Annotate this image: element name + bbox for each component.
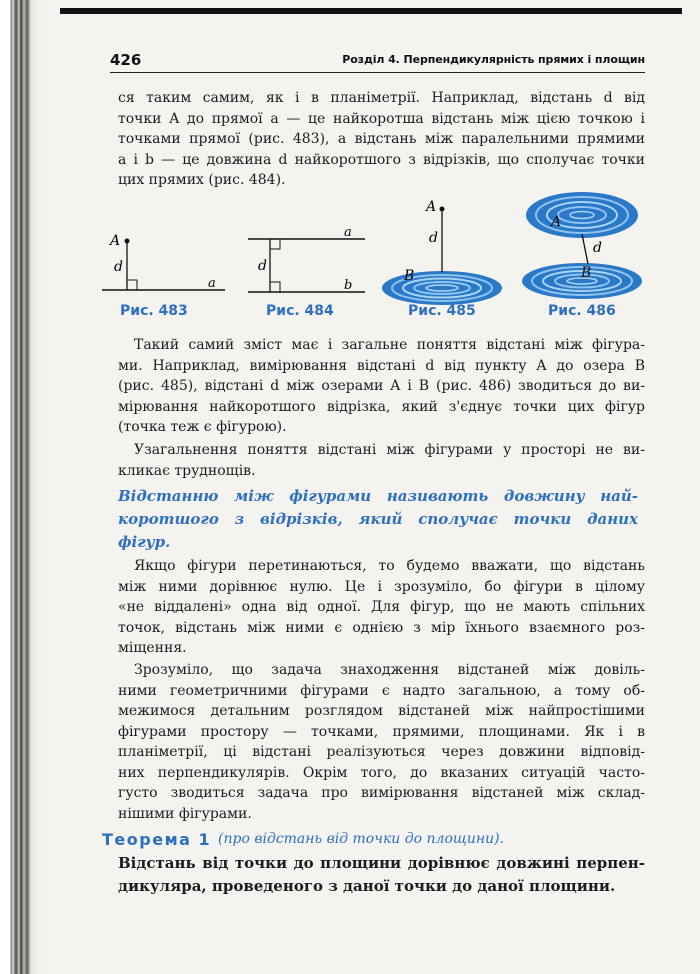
label-point: A bbox=[110, 233, 121, 249]
point-a bbox=[125, 239, 130, 244]
text-line: (рис. 485), відстані d між озерами A і B (рис. 486) зводиться до ви- bbox=[118, 378, 645, 394]
text-line: (точка теж є фігурою). bbox=[118, 419, 287, 435]
theorem-title: Теорема 1 bbox=[102, 830, 212, 849]
text-line: фігурами простору — точками, прямими, площинами. Як і в bbox=[118, 723, 645, 740]
label-distance: d bbox=[429, 230, 438, 246]
label-point: A bbox=[426, 199, 437, 215]
definition-line: фігур. bbox=[118, 533, 171, 551]
right-angle-mark-top bbox=[270, 239, 280, 249]
point-a bbox=[440, 207, 445, 212]
label-lake: B bbox=[404, 268, 415, 284]
paragraph-intersection bbox=[118, 556, 645, 659]
text-line: Якщо фігури перетинаються, то будемо вважати, що відстань bbox=[134, 558, 645, 574]
right-angle-mark bbox=[127, 280, 137, 290]
text-line: мірювання найкоротшого відрізка, який з'єднує точки цих фігур bbox=[118, 398, 645, 415]
definition-line: коротшого з відрізків, який сполучає точки даних bbox=[118, 510, 638, 528]
text-line: густо зводиться задача про вимірювання відстаней між склад- bbox=[118, 785, 645, 801]
figure-486 bbox=[515, 188, 650, 305]
paragraph-simplest-figures bbox=[118, 660, 645, 824]
page-number: 426 bbox=[110, 51, 142, 69]
distance-d bbox=[582, 234, 588, 264]
text-line: цих прямих (рис. 484). bbox=[118, 172, 286, 188]
caption-fig-484: Рис. 484 bbox=[266, 303, 334, 319]
text-line: точок, відстань між ними є однією з мір їхнього взаємного роз- bbox=[118, 619, 645, 636]
text-line: них перпендикулярів. Окрім того, до вказаних ситуацій часто- bbox=[118, 764, 645, 781]
text-line: ми. Наприклад, вимірювання відстані d від пункту A до озера B bbox=[118, 357, 645, 374]
text-line: планіметрії, ці відстані реалізуються через довжини відповід- bbox=[118, 744, 645, 760]
text-line: Такий самий зміст має і загальне поняття відстані між фігура- bbox=[134, 337, 645, 353]
theorem-body bbox=[118, 852, 645, 898]
figure-483 bbox=[100, 225, 230, 300]
book-spine bbox=[0, 0, 52, 974]
text-line: ними геометричними фігурами є надто загальною, а тому об- bbox=[118, 682, 645, 699]
text-line: між ними дорівнює нулю. Це і зрозуміло, бо фігури в цілому bbox=[118, 578, 645, 595]
lake-b bbox=[382, 271, 502, 305]
figure-484 bbox=[240, 225, 370, 300]
label-lake-bottom: B bbox=[581, 265, 592, 281]
paragraph-intro bbox=[118, 88, 645, 191]
text-line: міщення. bbox=[118, 640, 187, 656]
page-header bbox=[110, 50, 645, 73]
lake-a bbox=[526, 192, 638, 238]
figure-485 bbox=[380, 195, 510, 305]
text-line: кликає труднощів. bbox=[118, 462, 256, 479]
paragraph-distance-figures bbox=[118, 335, 645, 438]
text-line: межимося детальним розглядом відстаней між найпростішими bbox=[118, 703, 645, 719]
definition-line: Відстанню між фігурами називають довжину най- bbox=[118, 487, 638, 505]
theorem-line: дикуляра, проведеного з даної точки до даної площини. bbox=[118, 877, 616, 895]
text-line: Узагальнення поняття відстані між фігурами у просторі не ви- bbox=[134, 442, 645, 458]
right-angle-mark-bottom bbox=[270, 282, 280, 292]
label-line: a bbox=[208, 276, 216, 291]
label-distance: d bbox=[258, 258, 267, 274]
theorem-line: Відстань від точки до площини дорівнює довжині перпен- bbox=[118, 854, 645, 872]
text-line: Зрозуміло, що задача знаходження відстаней між довіль- bbox=[134, 662, 645, 678]
label-distance: d bbox=[114, 259, 123, 275]
theorem-note: (про відстань від точки до площини). bbox=[218, 831, 505, 847]
caption-fig-485: Рис. 485 bbox=[408, 303, 476, 319]
caption-fig-486: Рис. 486 bbox=[548, 303, 616, 319]
text-line: точки A до прямої a — це найкоротша відстань між цією точкою і bbox=[118, 110, 645, 127]
text-line: ся таким самим, як і в планіметрії. Наприклад, відстань d від bbox=[118, 90, 645, 106]
text-line: a і b — це довжина d найкоротшого з відрізків, що сполучає точки bbox=[118, 151, 645, 168]
label-bottom-line: b bbox=[344, 278, 353, 293]
text-line: нішими фігурами. bbox=[118, 805, 252, 822]
text-line: «не віддалені» одна від одної. Для фігур, що не мають спільних bbox=[118, 599, 645, 615]
label-top-line: a bbox=[344, 225, 352, 240]
running-head: Розділ 4. Перпендикулярність прямих і площин bbox=[342, 53, 645, 66]
caption-fig-483: Рис. 483 bbox=[120, 303, 188, 319]
label-lake-top: A bbox=[551, 214, 562, 230]
text-line: точками прямої (рис. 483), а відстань між паралельними прямими bbox=[118, 131, 645, 147]
label-distance: d bbox=[593, 240, 602, 256]
paragraph-generalization bbox=[118, 440, 645, 481]
definition-block bbox=[118, 485, 638, 554]
scan-edge bbox=[60, 8, 682, 14]
